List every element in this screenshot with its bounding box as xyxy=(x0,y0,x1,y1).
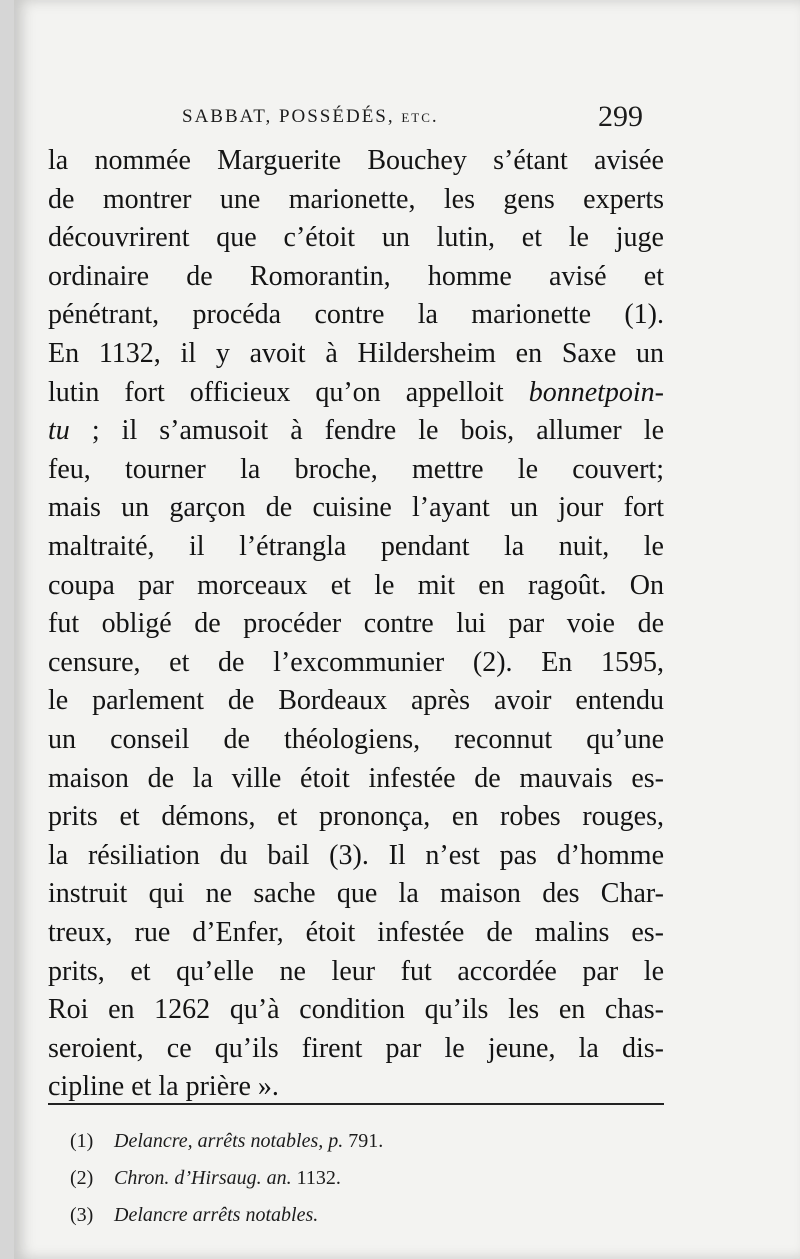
text-segment: instruit qui ne sache que la maison des Char- xyxy=(48,878,664,910)
page-header xyxy=(14,100,800,140)
text-line xyxy=(48,218,664,258)
text-line xyxy=(48,180,664,220)
text-line xyxy=(48,257,664,297)
text-line xyxy=(48,952,664,992)
text-segment: de montrer une marionette, les gens experts xyxy=(48,183,664,215)
text-segment: pénétrant, procéda contre la marionette (1). xyxy=(48,299,664,331)
book-page xyxy=(14,0,800,1259)
text-segment: cipline et la prière ». xyxy=(48,1071,279,1103)
text-segment: prits et démons, et prononça, en robes rouges, xyxy=(48,801,664,833)
text-segment: lutin fort officieux qu’on appelloit xyxy=(48,376,529,408)
footnote-text: 791. xyxy=(343,1130,384,1152)
text-segment: prits, et qu’elle ne leur fut accordée par le xyxy=(48,955,664,987)
footnote xyxy=(70,1163,341,1197)
text-segment: la résiliation du bail (3). Il n’est pas d’homme xyxy=(48,839,664,871)
footnote-number: (3) xyxy=(70,1204,94,1226)
text-segment: ordinaire de Romorantin, homme avisé et xyxy=(48,260,664,292)
page-number: 299 xyxy=(598,100,643,133)
text-segment: seroient, ce qu’ils firent par le jeune, la dis- xyxy=(48,1032,664,1064)
text-line xyxy=(48,990,664,1030)
footnote-number: (2) xyxy=(70,1167,94,1189)
text-segment: un conseil de théologiens, reconnut qu’une xyxy=(48,724,664,755)
text-line xyxy=(48,141,664,181)
text-segment: découvrirent que c’étoit un lutin, et le juge xyxy=(48,222,664,254)
text-segment: Roi en 1262 qu’à condition qu’ils les en chas- xyxy=(48,994,664,1026)
footnote-text: Delancre arrêts notables. xyxy=(114,1204,319,1226)
footnote-text: Chron. d’Hirsaug. an. xyxy=(114,1167,292,1189)
footnote-rule xyxy=(48,1103,664,1105)
text-segment: mais un garçon de cuisine l’ayant un jour fort xyxy=(48,492,664,524)
text-line xyxy=(48,759,664,799)
text-line xyxy=(48,334,664,374)
text-line xyxy=(48,1029,664,1069)
text-line xyxy=(48,566,664,606)
text-line xyxy=(48,488,664,528)
text-line xyxy=(48,527,664,567)
text-line xyxy=(48,797,664,837)
text-line xyxy=(48,913,664,953)
text-line xyxy=(48,643,664,683)
text-segment: feu, tourner la broche, mettre le couvert; xyxy=(48,453,664,485)
text-segment: le parlement de Bordeaux après avoir entendu xyxy=(48,685,664,717)
footnote xyxy=(70,1200,318,1234)
text-line xyxy=(48,604,664,644)
text-line xyxy=(48,681,664,721)
footnote xyxy=(70,1126,383,1160)
text-segment: fut obligé de procéder contre lui par voie de xyxy=(48,608,664,640)
running-head: SABBAT, POSSÉDÉS, etc. xyxy=(182,106,439,127)
footnote-text: 1132. xyxy=(291,1167,341,1189)
text-segment: ; il s’amusoit à fendre le bois, allumer le xyxy=(69,415,664,447)
text-line xyxy=(48,450,664,490)
text-line xyxy=(48,720,664,760)
text-segment: maltraité, il l’étrangla pendant la nuit, le xyxy=(48,531,664,562)
text-segment: coupa par morceaux et le mit en ragoût. On xyxy=(48,569,664,601)
text-segment: maison de la ville étoit infestée de mauvais es- xyxy=(48,762,664,794)
text-segment: censure, et de l’excommunier (2). En 1595, xyxy=(48,646,664,678)
text-segment: la nommée Marguerite Bouchey s’étant avisée xyxy=(48,145,664,176)
text-line xyxy=(48,373,664,413)
text-line xyxy=(48,1067,664,1107)
text-segment: bonnetpoin- xyxy=(528,376,664,408)
text-segment: tu xyxy=(48,415,70,447)
text-line xyxy=(48,295,664,335)
text-line xyxy=(48,836,664,876)
text-segment: treux, rue d’Enfer, étoit infestée de malins es- xyxy=(48,917,664,948)
text-segment: En 1132, il y avoit à Hildersheim en Saxe un xyxy=(48,338,664,369)
footnote-text: Delancre, arrêts notables, p. xyxy=(114,1130,344,1152)
text-line xyxy=(48,411,664,451)
footnote-number: (1) xyxy=(70,1130,94,1152)
text-line xyxy=(48,874,664,914)
